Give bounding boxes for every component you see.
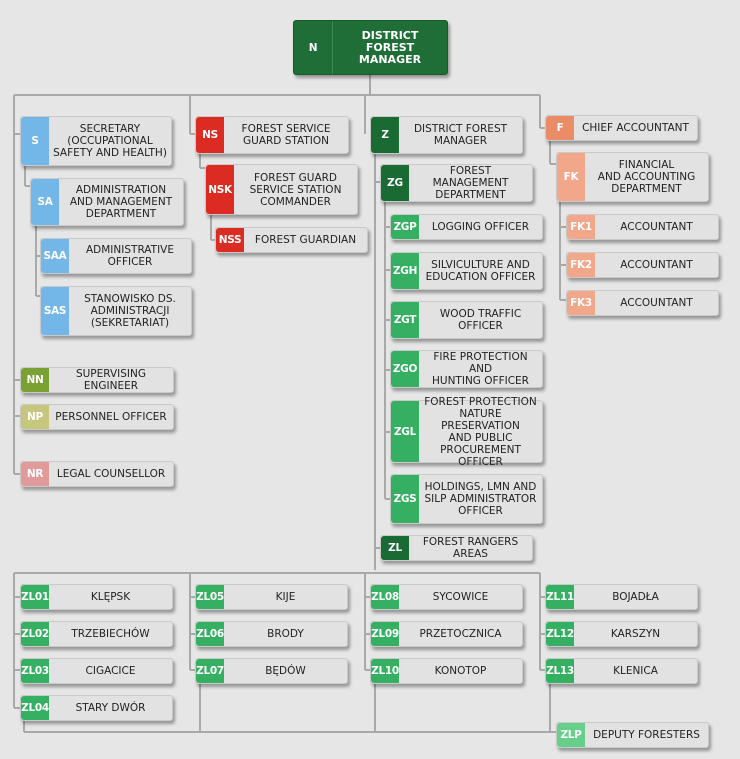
- node-code: ZL07: [196, 659, 224, 683]
- node-label: BOJADŁA: [612, 591, 659, 603]
- node-code: NR: [21, 462, 49, 486]
- node-zgh: [390, 252, 543, 290]
- node-code: S: [21, 117, 49, 165]
- node-code: NN: [21, 368, 49, 392]
- node-zl: [380, 535, 533, 561]
- node-n: [293, 20, 448, 75]
- node-code: ZL08: [371, 585, 399, 609]
- node-label: FOREST GUARD SERVICE STATION COMMANDER: [249, 171, 342, 208]
- node-code: NP: [21, 405, 49, 429]
- node-code: ZG: [381, 165, 409, 201]
- node-nr: [20, 461, 174, 487]
- node-zgt: [390, 301, 543, 339]
- node-label: DISTRICT FOREST MANAGER: [358, 28, 422, 66]
- node-label: PERSONNEL OFFICER: [55, 411, 167, 423]
- node-code: ZGP: [391, 215, 419, 239]
- node-sas: [40, 286, 192, 336]
- node-s: [20, 116, 172, 166]
- node-zl09: [370, 621, 523, 647]
- node-np: [20, 404, 174, 430]
- node-label: STARY DWÓR: [75, 702, 146, 714]
- node-label: SECRETARY (OCCUPATIONAL SAFETY AND HEALTH): [53, 123, 167, 159]
- node-nsk: [205, 164, 358, 215]
- node-code: SAS: [41, 287, 69, 335]
- node-f: [545, 115, 698, 141]
- node-code: N: [294, 21, 333, 74]
- node-fk: [556, 152, 709, 202]
- node-label: KLĘPSK: [90, 591, 131, 603]
- node-label: ACCOUNTANT: [620, 297, 693, 309]
- node-zgl: [390, 395, 543, 468]
- node-zgp: [390, 214, 543, 240]
- node-code: ZL12: [546, 622, 574, 646]
- node-code: ZL06: [196, 622, 224, 646]
- node-code: ZGT: [391, 302, 419, 338]
- node-label: HOLDINGS, LMN AND SILP ADMINISTRATOR OFFICER: [424, 481, 537, 517]
- node-label: ACCOUNTANT: [620, 259, 693, 271]
- node-zl07: [195, 658, 348, 684]
- node-zl03: [20, 658, 173, 684]
- node-code: FK1: [567, 215, 595, 239]
- node-code: FK3: [567, 291, 595, 315]
- node-code: ZL01: [21, 585, 49, 609]
- node-label: STANOWISKO DS. ADMINISTRACJI (SEKRETARIAT): [84, 293, 176, 329]
- node-label: KLENICA: [613, 665, 658, 677]
- node-label: SILVICULTURE AND EDUCATION OFFICER: [425, 259, 536, 283]
- node-z: [370, 116, 523, 154]
- node-label: ADMINISTRATION AND MANAGEMENT DEPARTMENT: [69, 184, 173, 220]
- node-fk2: [566, 252, 719, 278]
- node-code: ZL11: [546, 585, 574, 609]
- node-code: NSK: [206, 165, 234, 214]
- node-nn: [20, 367, 174, 393]
- node-nss: [215, 227, 368, 253]
- node-zl10: [370, 658, 523, 684]
- node-label: KARSZYN: [610, 628, 661, 640]
- node-code: SA: [31, 179, 59, 225]
- node-code: FK2: [567, 253, 595, 277]
- node-ns: [195, 116, 349, 154]
- node-zl01: [20, 584, 173, 610]
- node-zgo: [390, 350, 543, 388]
- node-code: ZL13: [546, 659, 574, 683]
- node-label: FOREST MANAGEMENT DEPARTMENT: [432, 165, 509, 201]
- node-code: ZGO: [391, 351, 419, 387]
- node-code: F: [546, 116, 574, 140]
- node-zl06: [195, 621, 348, 647]
- node-label: LOGGING OFFICER: [431, 221, 530, 233]
- node-sa: [30, 178, 184, 226]
- node-code: NS: [196, 117, 224, 153]
- node-label: FOREST SERVICE GUARD STATION: [241, 123, 331, 147]
- node-label: DEPUTY FORESTERS: [593, 729, 700, 741]
- node-label: FINANCIAL AND ACCOUNTING DEPARTMENT: [597, 159, 696, 195]
- node-code: Z: [371, 117, 399, 153]
- node-label: DISTRICT FOREST MANAGER: [413, 123, 508, 147]
- node-code: ZL02: [21, 622, 49, 646]
- node-zlp: [556, 722, 709, 748]
- node-code: FK: [557, 153, 585, 201]
- node-code: NSS: [216, 228, 244, 252]
- node-label: FOREST RANGERS AREAS: [422, 536, 519, 560]
- node-code: ZGL: [391, 401, 419, 462]
- node-zl13: [545, 658, 698, 684]
- node-label: FIRE PROTECTION AND HUNTING OFFICER: [432, 351, 529, 387]
- node-label: TRZEBIECHÓW: [71, 628, 150, 640]
- node-label: CIGACICE: [85, 665, 136, 677]
- node-label: ACCOUNTANT: [620, 221, 693, 233]
- node-zl11: [545, 584, 698, 610]
- node-zl08: [370, 584, 523, 610]
- node-zl04: [20, 695, 173, 721]
- node-label: PRZETOCZNICA: [419, 628, 502, 640]
- node-code: ZL04: [21, 696, 49, 720]
- node-label: SYCOWICE: [432, 591, 489, 603]
- node-label: ADMINISTRATIVE OFFICER: [85, 244, 175, 268]
- node-code: SAA: [41, 239, 69, 273]
- node-label: FOREST PROTECTION NATURE PRESERVATION AND PUBLIC PROCUREMENT OFFICER: [424, 395, 537, 468]
- node-label: KIJE: [275, 591, 296, 603]
- node-saa: [40, 238, 192, 274]
- node-label: WOOD TRAFFIC OFFICER: [439, 308, 522, 332]
- node-label: SUPERVISING ENGINEER: [75, 368, 147, 392]
- node-code: ZLP: [557, 723, 585, 747]
- node-label: CHIEF ACCOUNTANT: [582, 122, 689, 134]
- node-zl02: [20, 621, 173, 647]
- node-label: BRODY: [267, 628, 304, 640]
- node-fk1: [566, 214, 719, 240]
- node-code: ZGH: [391, 253, 419, 289]
- node-zgs: [390, 474, 543, 524]
- node-zg: [380, 164, 533, 202]
- node-label: LEGAL COUNSELLOR: [56, 468, 166, 480]
- node-label: FOREST GUARDIAN: [254, 234, 357, 246]
- node-code: ZL09: [371, 622, 399, 646]
- node-code: ZL: [381, 536, 409, 560]
- node-code: ZL10: [371, 659, 399, 683]
- node-zl12: [545, 621, 698, 647]
- node-fk3: [566, 290, 719, 316]
- node-label: KONOTOP: [434, 665, 487, 677]
- node-code: ZGS: [391, 475, 419, 523]
- node-code: ZL03: [21, 659, 49, 683]
- node-code: ZL05: [196, 585, 224, 609]
- node-zl05: [195, 584, 348, 610]
- node-label: BĘDÓW: [265, 665, 306, 677]
